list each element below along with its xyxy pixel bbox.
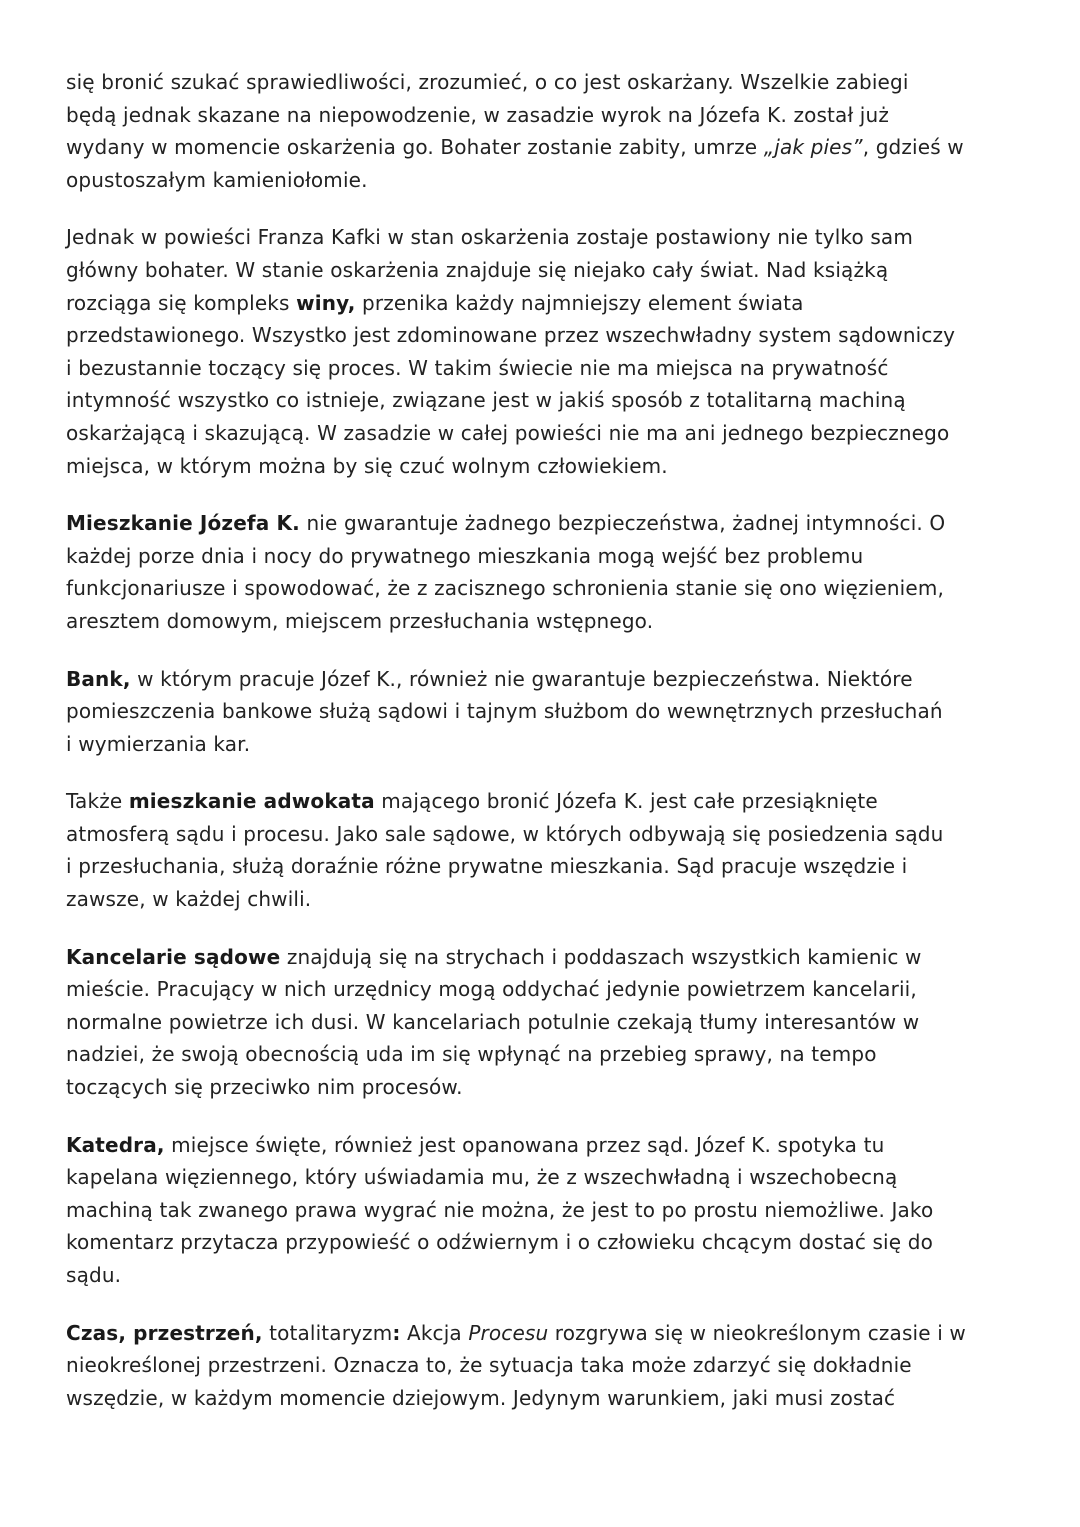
text-line: i bezustannie toczący się proces. W takim świecie nie ma miejsca na prywatność	[66, 355, 889, 380]
text-line: będą jednak skazane na niepowodzenie, w zasadzie wyrok na Józefa K. został już	[66, 102, 889, 127]
text-line: aresztem domowym, miejscem przesłuchania wstępnego.	[66, 608, 654, 633]
text-line: funkcjonariusze i spowodować, że z zacisznego schronienia stanie się ono więzieniem,	[66, 576, 944, 601]
keyword-winy: winy,	[296, 290, 356, 315]
text-line: Jednak w powieści Franza Kafki w stan oskarżenia zostaje postawiony nie tylko sam	[66, 225, 913, 250]
text-line: mieście. Pracujący w nich urzędnicy mogą oddychać jedynie powietrzem kancelarii,	[66, 977, 917, 1002]
text-line: i wymierzania kar.	[66, 731, 251, 756]
text-line: każdej porze dnia i nocy do prywatnego mieszkania mogą wejść bez problemu	[66, 543, 864, 568]
keyword-colon: :	[392, 1320, 401, 1345]
text-line: nadziei, że swoją obecnością uda im się wpłynąć na przebieg sprawy, na tempo	[66, 1042, 877, 1067]
keyword-mieszkanie-adwokata: mieszkanie adwokata	[128, 789, 375, 814]
keyword-czas-przestrzen: Czas, przestrzeń,	[66, 1320, 263, 1345]
keyword-kancelarie-sadowe: Kancelarie sądowe	[66, 944, 281, 969]
text-line: komentarz przytacza przypowieść o odźwiernym i o człowieku chcącym dostać się do	[66, 1230, 933, 1255]
title-procesu: Procesu	[468, 1320, 549, 1345]
text-line: normalne powietrze ich dusi. W kancelariach potulnie czekają tłumy interesantów w	[66, 1009, 920, 1034]
paragraph-5	[66, 785, 1026, 915]
text-line: główny bohater. W stanie oskarżenia znajduje się niejako cały świat. Nad książką	[66, 257, 889, 282]
paragraph-4	[66, 663, 1026, 761]
text-line: oskarżającą i skazującą. W zasadzie w całej powieści nie ma ani jednego bezpiecznego	[66, 420, 950, 445]
paragraph-1	[66, 66, 1026, 196]
keyword-bank: Bank,	[66, 666, 131, 691]
text-line: miejsca, w którym można by się czuć wolnym człowiekiem.	[66, 453, 668, 478]
text-line: toczących się przeciwko nim procesów.	[66, 1075, 463, 1100]
text-line: przedstawionego. Wszystko jest zdominowane przez wszechwładny system sądowniczy	[66, 323, 956, 348]
text-line: Kancelarie sądowe znajdują się na strychach i poddaszach wszystkich kamienic w	[66, 944, 922, 969]
text-line: Czas, przestrzeń, totalitaryzm: Akcja Procesu rozgrywa się w nieokreślonym czasie i w	[66, 1320, 966, 1345]
paragraph-3	[66, 507, 1026, 637]
text-line: się bronić szukać sprawiedliwości, zrozumieć, o co jest oskarżany. Wszelkie zabiegi	[66, 70, 909, 94]
text-line: nieokreślonej przestrzeni. Oznacza to, że sytuacja taka może zdarzyć się dokładnie	[66, 1353, 912, 1378]
text-line: intymność wszystko co istnieje, związane jest w jakiś sposób z totalitarną machiną	[66, 388, 906, 413]
keyword-katedra: Katedra,	[66, 1132, 165, 1157]
text-line: atmosferą sądu i procesu. Jako sale sądowe, w których odbywają się posiedzenia sądu	[66, 821, 944, 846]
quote-jak-pies: „jak pies”	[763, 135, 863, 160]
document-page	[66, 66, 1026, 1439]
text-line: pomieszczenia bankowe służą sądowi i tajnym służbom do wewnętrznych przesłuchań	[66, 699, 943, 724]
text-line: opustoszałym kamieniołomie.	[66, 167, 368, 192]
keyword-mieszkanie-jozefa: Mieszkanie Józefa K.	[66, 511, 300, 536]
text-line: wszędzie, w każdym momencie dziejowym. Jedynym warunkiem, jaki musi zostać	[66, 1385, 896, 1410]
paragraph-2	[66, 221, 1026, 482]
text-line: sądu.	[66, 1263, 122, 1287]
text-line: Mieszkanie Józefa K. nie gwarantuje żadnego bezpieczeństwa, żadnej intymności. O	[66, 511, 946, 536]
text-line: kapelana więziennego, który uświadamia mu, że z wszechwładną i wszechobecną	[66, 1165, 898, 1190]
paragraph-6	[66, 941, 1026, 1104]
paragraph-8	[66, 1317, 1026, 1415]
paragraph-7	[66, 1129, 1026, 1292]
text-line: rozciąga się kompleks winy, przenika każdy najmniejszy element świata	[66, 290, 804, 315]
text-line: wydany w momencie oskarżenia go. Bohater zostanie zabity, umrze „jak pies”, gdzieś w	[66, 135, 964, 160]
text-line: Bank, w którym pracuje Józef K., również nie gwarantuje bezpieczeństwa. Niektóre	[66, 666, 913, 691]
text-line: machiną tak zwanego prawa wygrać nie można, że jest to po prostu niemożliwe. Jako	[66, 1197, 934, 1222]
text-line: zawsze, w każdej chwili.	[66, 887, 312, 912]
text-line: Także mieszkanie adwokata mającego bronić Józefa K. jest całe przesiąknięte	[66, 789, 878, 814]
text-line: i przesłuchania, służą doraźnie różne prywatne mieszkania. Sąd pracuje wszędzie i	[66, 854, 908, 879]
text-line: Katedra, miejsce święte, również jest opanowana przez sąd. Józef K. spotyka tu	[66, 1132, 885, 1157]
